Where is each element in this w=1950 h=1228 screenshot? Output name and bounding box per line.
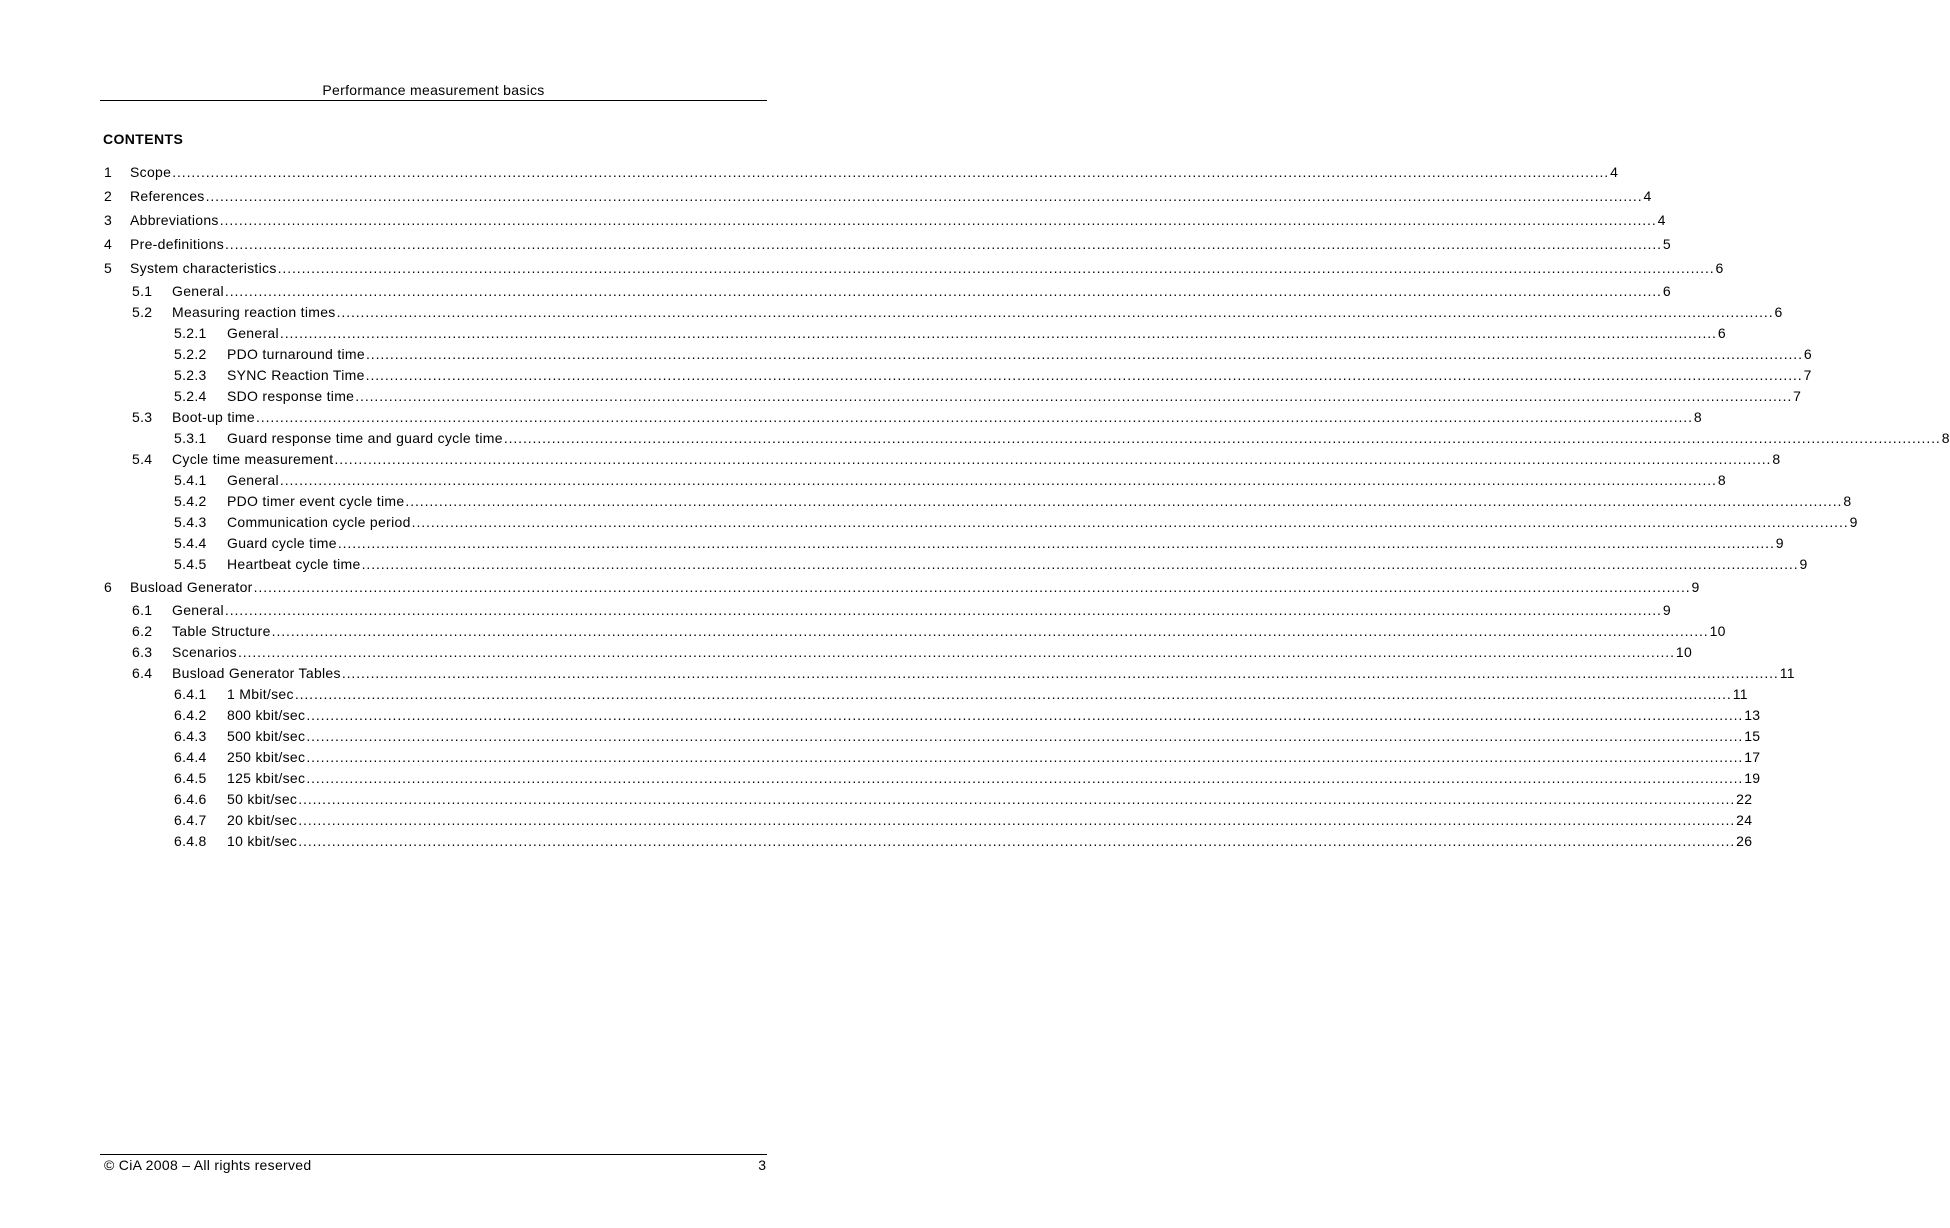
toc-entry-title: 125 kbit/sec xyxy=(227,770,306,786)
toc-entry-page: 8 xyxy=(1843,493,1852,509)
toc-entry[interactable] xyxy=(0,706,1761,724)
toc-dot-leader: ............................................................................................................................................................................................................................................................................................................ xyxy=(224,283,1662,299)
header-divider xyxy=(100,100,767,101)
toc-entry-number: 1 xyxy=(104,164,113,180)
toc-entry-page: 9 xyxy=(1691,579,1700,595)
toc-entry-number: 6.4.8 xyxy=(174,833,207,849)
toc-entry[interactable] xyxy=(0,811,1753,829)
toc-entry-page: 7 xyxy=(1803,367,1812,383)
toc-entry[interactable] xyxy=(0,578,1700,596)
toc-entry-page: 26 xyxy=(1736,833,1753,849)
toc-dot-leader: ............................................................................................................................................................................................................................................................................................................ xyxy=(337,535,1775,551)
toc-entry-number: 6.4.4 xyxy=(174,749,207,765)
toc-entry[interactable] xyxy=(0,324,1726,342)
toc-entry-page: 9 xyxy=(1662,602,1671,618)
toc-entry[interactable] xyxy=(0,303,1783,321)
toc-entry-title: Busload Generator Tables xyxy=(172,665,341,681)
toc-dot-leader: ............................................................................................................................................................................................................................................................................................................ xyxy=(298,812,1736,828)
toc-entry[interactable] xyxy=(0,211,1666,229)
toc-dot-leader: ............................................................................................................................................................................................................................................................................................................ xyxy=(255,409,1693,425)
toc-entry-page: 19 xyxy=(1744,770,1761,786)
toc-entry-title: 20 kbit/sec xyxy=(227,812,298,828)
contents-heading: CONTENTS xyxy=(103,131,184,147)
toc-entry-title: 1 Mbit/sec xyxy=(227,686,294,702)
toc-dot-leader: ............................................................................................................................................................................................................................................................................................................ xyxy=(306,728,1744,744)
toc-entry-title: Communication cycle period xyxy=(227,514,411,530)
toc-entry[interactable] xyxy=(0,664,1795,682)
toc-entry-page: 24 xyxy=(1736,812,1753,828)
toc-entry-number: 3 xyxy=(104,212,113,228)
toc-entry[interactable] xyxy=(0,259,1724,277)
toc-entry-title: General xyxy=(227,472,279,488)
toc-entry-title: PDO timer event cycle time xyxy=(227,493,405,509)
toc-entry[interactable] xyxy=(0,513,1858,531)
footer-divider xyxy=(100,1154,767,1155)
toc-entry[interactable] xyxy=(0,685,1748,703)
toc-entry-number: 5.2.3 xyxy=(174,367,207,383)
toc-entry[interactable] xyxy=(0,282,1671,300)
toc-entry-title: Boot-up time xyxy=(172,409,255,425)
toc-entry-title: Cycle time measurement xyxy=(172,451,334,467)
toc-entry-page: 4 xyxy=(1643,188,1652,204)
toc-entry-number: 5.3.1 xyxy=(174,430,207,446)
toc-entry[interactable] xyxy=(0,450,1781,468)
toc-entry-number: 6.4.3 xyxy=(174,728,207,744)
toc-entry[interactable] xyxy=(0,163,1619,181)
toc-entry-title: Scenarios xyxy=(172,644,237,660)
toc-entry[interactable] xyxy=(0,492,1852,510)
toc-dot-leader: ............................................................................................................................................................................................................................................................................................................ xyxy=(277,260,1715,276)
toc-entry[interactable] xyxy=(0,769,1761,787)
toc-entry-page: 15 xyxy=(1744,728,1761,744)
toc-entry-title: Heartbeat cycle time xyxy=(227,556,361,572)
toc-dot-leader: ............................................................................................................................................................................................................................................................................................................ xyxy=(365,346,1803,362)
toc-dot-leader: ............................................................................................................................................................................................................................................................................................................ xyxy=(294,686,1732,702)
toc-entry-number: 6.4.7 xyxy=(174,812,207,828)
toc-dot-leader: ............................................................................................................................................................................................................................................................................................................ xyxy=(411,514,1849,530)
footer-copyright: © CiA 2008 – All rights reserved xyxy=(104,1157,312,1173)
toc-entry[interactable] xyxy=(0,387,1802,405)
toc-dot-leader: ............................................................................................................................................................................................................................................................................................................ xyxy=(306,770,1744,786)
toc-entry-number: 5.4.3 xyxy=(174,514,207,530)
toc-entry-title: System characteristics xyxy=(130,260,277,276)
toc-entry-number: 5.2.2 xyxy=(174,346,207,362)
toc-entry-number: 2 xyxy=(104,188,113,204)
toc-entry-page: 10 xyxy=(1675,644,1693,660)
toc-dot-leader: ............................................................................................................................................................................................................................................................................................................ xyxy=(253,579,1691,595)
toc-entry[interactable] xyxy=(0,748,1761,766)
toc-entry[interactable] xyxy=(0,601,1671,619)
toc-entry-page: 6 xyxy=(1774,304,1783,320)
toc-entry-page: 8 xyxy=(1772,451,1781,467)
toc-entry-title: Pre-definitions xyxy=(130,236,224,252)
toc-entry[interactable] xyxy=(0,622,1726,640)
toc-entry-page: 9 xyxy=(1849,514,1858,530)
toc-entry-number: 6.4.2 xyxy=(174,707,207,723)
toc-entry-number: 6 xyxy=(104,579,113,595)
toc-entry-title: Abbreviations xyxy=(130,212,219,228)
toc-entry-number: 5.3 xyxy=(132,409,153,425)
toc-entry-number: 6.2 xyxy=(132,623,153,639)
toc-entry-number: 6.4.5 xyxy=(174,770,207,786)
toc-dot-leader: ............................................................................................................................................................................................................................................................................................................ xyxy=(361,556,1799,572)
toc-entry-title: General xyxy=(172,283,224,299)
toc-dot-leader: ............................................................................................................................................................................................................................................................................................................ xyxy=(279,472,1717,488)
toc-entry-number: 6.4.1 xyxy=(174,686,207,702)
toc-entry-page: 17 xyxy=(1744,749,1761,765)
toc-entry-title: 10 kbit/sec xyxy=(227,833,298,849)
toc-entry-number: 6.3 xyxy=(132,644,153,660)
toc-entry[interactable] xyxy=(0,187,1652,205)
toc-entry[interactable] xyxy=(0,790,1753,808)
toc-dot-leader: ............................................................................................................................................................................................................................................................................................................ xyxy=(336,304,1774,320)
toc-dot-leader: ............................................................................................................................................................................................................................................................................................................ xyxy=(271,623,1709,639)
toc-entry-page: 13 xyxy=(1744,707,1761,723)
toc-entry-number: 6.1 xyxy=(132,602,153,618)
toc-entry-title: 50 kbit/sec xyxy=(227,791,298,807)
toc-entry[interactable] xyxy=(0,555,1808,573)
toc-dot-leader: ............................................................................................................................................................................................................................................................................................................ xyxy=(205,188,1643,204)
toc-entry-page: 9 xyxy=(1775,535,1784,551)
toc-dot-leader: ............................................................................................................................................................................................................................................................................................................ xyxy=(365,367,1803,383)
toc-entry-title: Busload Generator xyxy=(130,579,253,595)
toc-entry-title: 500 kbit/sec xyxy=(227,728,306,744)
toc-entry-number: 5.4.4 xyxy=(174,535,207,551)
toc-entry-page: 4 xyxy=(1657,212,1666,228)
toc-entry-title: Table Structure xyxy=(172,623,271,639)
toc-entry-page: 6 xyxy=(1717,325,1726,341)
toc-entry-title: PDO turnaround time xyxy=(227,346,365,362)
page-header-title: Performance measurement basics xyxy=(322,82,545,98)
toc-entry-number: 5.2.4 xyxy=(174,388,207,404)
toc-dot-leader: ............................................................................................................................................................................................................................................................................................................ xyxy=(298,791,1736,807)
toc-entry-page: 22 xyxy=(1736,791,1753,807)
toc-entry-number: 5.2.1 xyxy=(174,325,207,341)
toc-entry-title: Scope xyxy=(130,164,172,180)
toc-dot-leader: ............................................................................................................................................................................................................................................................................................................ xyxy=(334,451,1772,467)
toc-dot-leader: ............................................................................................................................................................................................................................................................................................................ xyxy=(219,212,1657,228)
toc-entry[interactable] xyxy=(0,429,1950,447)
toc-entry[interactable] xyxy=(0,534,1784,552)
toc-dot-leader: ............................................................................................................................................................................................................................................................................................................ xyxy=(306,749,1744,765)
toc-entry-number: 5.4.5 xyxy=(174,556,207,572)
toc-entry-title: SYNC Reaction Time xyxy=(227,367,365,383)
toc-entry-page: 6 xyxy=(1662,283,1671,299)
toc-entry-title: References xyxy=(130,188,205,204)
toc-entry-page: 7 xyxy=(1793,388,1802,404)
toc-entry-page: 8 xyxy=(1717,472,1726,488)
toc-entry-page: 6 xyxy=(1715,260,1724,276)
toc-entry-title: General xyxy=(227,325,279,341)
toc-entry-number: 6.4 xyxy=(132,665,153,681)
toc-entry-page: 11 xyxy=(1779,665,1795,681)
toc-entry-page: 8 xyxy=(1941,430,1950,446)
toc-entry[interactable] xyxy=(0,727,1761,745)
toc-dot-leader: ............................................................................................................................................................................................................................................................................................................ xyxy=(225,236,1662,252)
toc-dot-leader: ............................................................................................................................................................................................................................................................................................................ xyxy=(279,325,1717,341)
toc-entry-page: 11 xyxy=(1732,686,1748,702)
toc-entry-title: Guard response time and guard cycle time xyxy=(227,430,503,446)
toc-entry[interactable] xyxy=(0,471,1726,489)
toc-dot-leader: ............................................................................................................................................................................................................................................................................................................ xyxy=(341,665,1779,681)
toc-entry-page: 8 xyxy=(1693,409,1702,425)
toc-entry-number: 5 xyxy=(104,260,113,276)
toc-dot-leader: ............................................................................................................................................................................................................................................................................................................ xyxy=(306,707,1744,723)
toc-entry[interactable] xyxy=(0,235,1671,253)
toc-entry[interactable] xyxy=(0,832,1753,850)
toc-entry-title: 800 kbit/sec xyxy=(227,707,306,723)
toc-entry[interactable] xyxy=(0,345,1812,363)
toc-entry-number: 5.4.2 xyxy=(174,493,207,509)
toc-entry-title: SDO response time xyxy=(227,388,355,404)
toc-dot-leader: ............................................................................................................................................................................................................................................................................................................ xyxy=(405,493,1843,509)
toc-entry[interactable] xyxy=(0,366,1812,384)
toc-dot-leader: ............................................................................................................................................................................................................................................................................................................ xyxy=(237,644,1675,660)
toc-dot-leader: ............................................................................................................................................................................................................................................................................................................ xyxy=(355,388,1793,404)
toc-entry-page: 9 xyxy=(1799,556,1808,572)
toc-entry-number: 5.2 xyxy=(132,304,153,320)
toc-entry-number: 4 xyxy=(104,236,113,252)
toc-entry-number: 6.4.6 xyxy=(174,791,207,807)
toc-entry[interactable] xyxy=(0,408,1702,426)
footer-page-number: 3 xyxy=(758,1157,766,1173)
toc-entry-title: Measuring reaction times xyxy=(172,304,336,320)
toc-entry-page: 10 xyxy=(1709,623,1726,639)
toc-dot-leader: ............................................................................................................................................................................................................................................................................................................ xyxy=(298,833,1736,849)
toc-entry[interactable] xyxy=(0,643,1693,661)
toc-entry-number: 5.4 xyxy=(132,451,153,467)
toc-dot-leader: ............................................................................................................................................................................................................................................................................................................ xyxy=(503,430,1941,446)
toc-entry-title: 250 kbit/sec xyxy=(227,749,306,765)
toc-entry-page: 4 xyxy=(1610,164,1619,180)
toc-dot-leader: ............................................................................................................................................................................................................................................................................................................ xyxy=(224,602,1662,618)
toc-entry-title: Guard cycle time xyxy=(227,535,337,551)
toc-dot-leader: ............................................................................................................................................................................................................................................................................................................ xyxy=(172,164,1610,180)
toc-entry-page: 5 xyxy=(1662,236,1671,252)
toc-entry-number: 5.4.1 xyxy=(174,472,207,488)
toc-entry-page: 6 xyxy=(1803,346,1812,362)
toc-entry-number: 5.1 xyxy=(132,283,153,299)
toc-entry-title: General xyxy=(172,602,224,618)
